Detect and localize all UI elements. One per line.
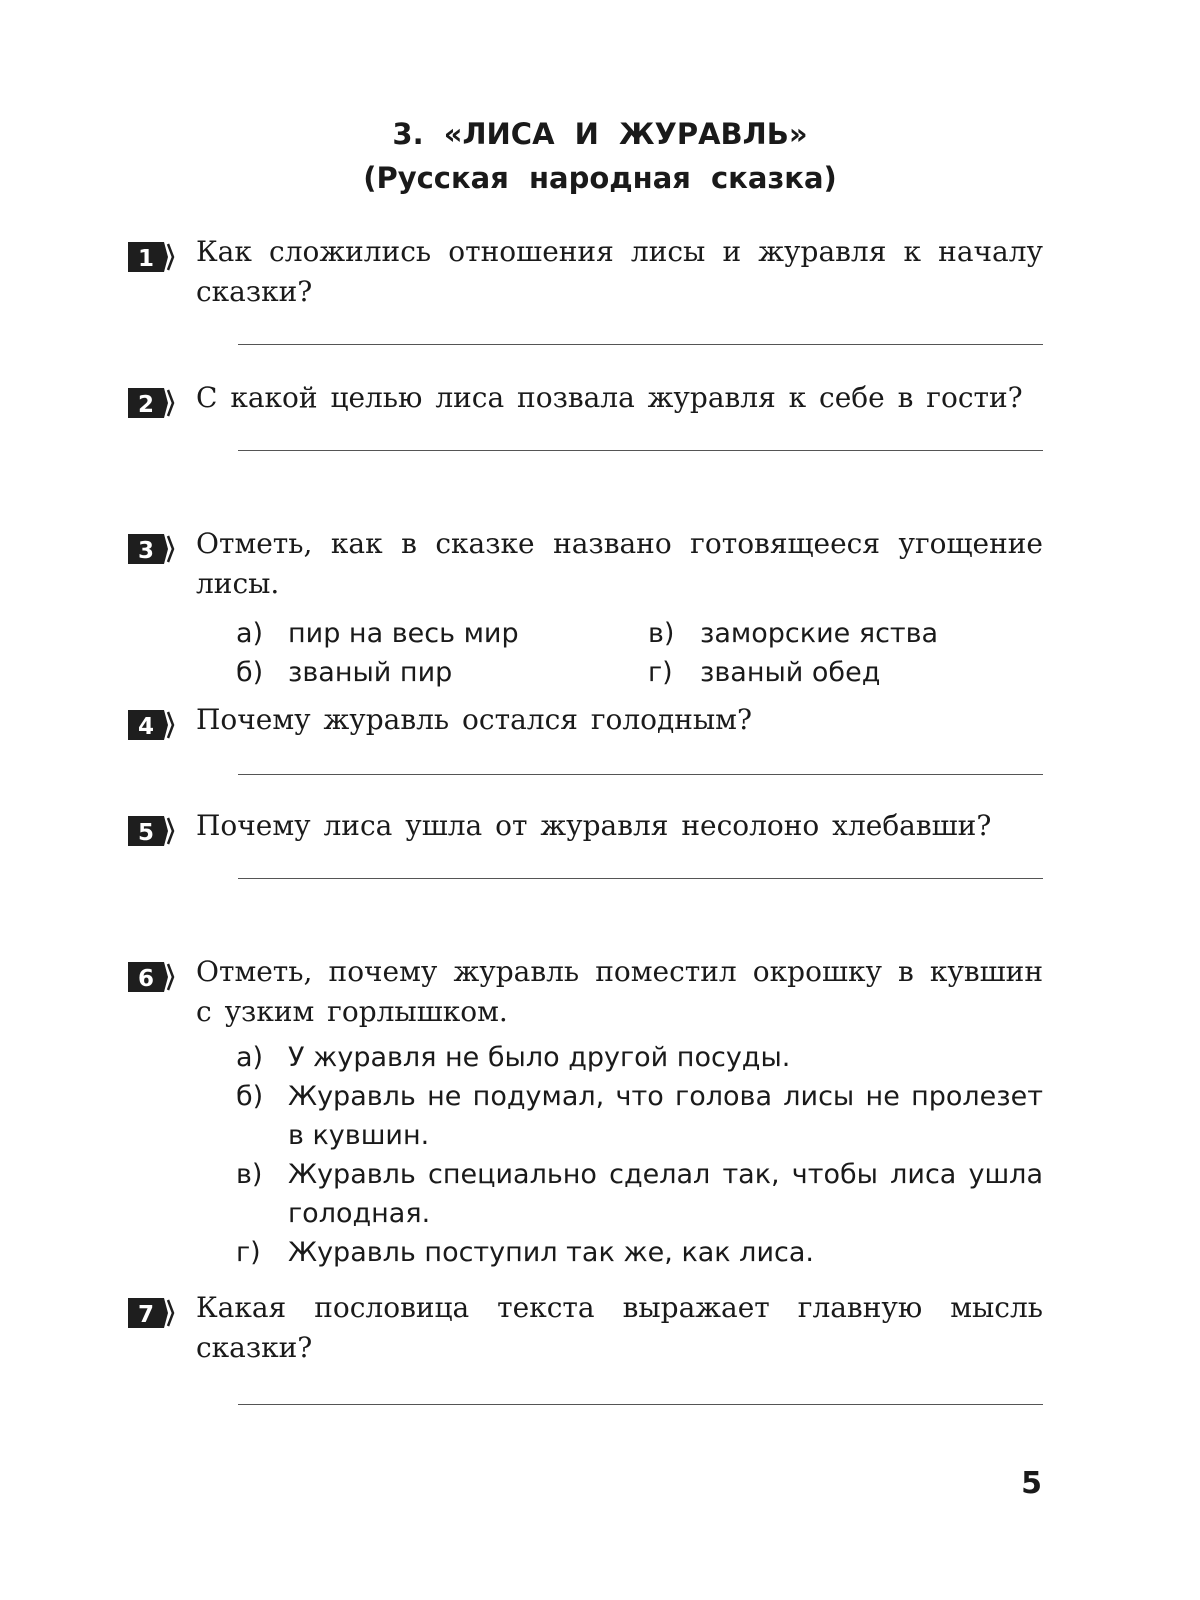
option-letter: в): [236, 1159, 263, 1190]
option-letter: б): [236, 657, 264, 688]
option-a[interactable]: [236, 614, 648, 653]
task-5: [128, 806, 1043, 879]
option-letter: в): [648, 618, 675, 649]
option-v[interactable]: [236, 1155, 1043, 1233]
task-question: Как сложились отношения лисы и журавля к началу сказки?: [196, 235, 1043, 308]
answer-line[interactable]: [238, 450, 1043, 451]
option-text: Журавль специально сделал так, чтобы лиса ушла голодная.: [288, 1159, 1043, 1229]
task-question: Почему журавль остался голодным?: [196, 703, 752, 736]
option-text: пир на весь мир: [288, 618, 519, 649]
task-6: [128, 952, 1043, 1272]
answer-line[interactable]: [238, 1404, 1043, 1405]
option-letter: г): [236, 1237, 261, 1268]
option-v[interactable]: [648, 614, 1028, 653]
task-question: Почему лиса ушла от журавля несолоно хлебавши?: [196, 809, 992, 842]
task-number-badge-icon: [128, 242, 176, 272]
page-number: 5: [1021, 1466, 1042, 1501]
task-number: 2: [137, 392, 155, 418]
task-number-badge-icon: [128, 710, 176, 740]
task-7: [128, 1288, 1043, 1405]
answer-options: [236, 1038, 1043, 1272]
story-title: 3. «ЛИСА И ЖУРАВЛЬ»: [392, 117, 808, 151]
option-text: званый обед: [700, 657, 881, 688]
task-4: [128, 700, 1043, 775]
task-number: 4: [137, 714, 155, 740]
task-question: Отметь, как в сказке названо готовящееся угощение лисы.: [196, 527, 1043, 600]
option-b[interactable]: [236, 1077, 1043, 1155]
task-number: 3: [137, 538, 155, 564]
page-title: [0, 112, 1200, 200]
option-letter: б): [236, 1081, 264, 1112]
option-g[interactable]: [648, 653, 1028, 692]
task-number-badge-icon: [128, 1298, 176, 1328]
task-number-badge-icon: [128, 816, 176, 846]
task-number: 5: [137, 820, 155, 846]
option-text: званый пир: [288, 657, 453, 688]
option-letter: а): [236, 618, 264, 649]
task-1: [128, 232, 1043, 345]
option-g[interactable]: [236, 1233, 1043, 1272]
task-question: С какой целью лиса позвала журавля к себе в гости?: [196, 381, 1023, 414]
option-text: Журавль поступил так же, как лиса.: [288, 1237, 814, 1268]
task-question: Какая пословица текста выражает главную мысль сказки?: [196, 1291, 1043, 1364]
task-number: 1: [137, 246, 155, 272]
option-letter: а): [236, 1042, 264, 1073]
task-3: [128, 524, 1043, 692]
option-letter: г): [648, 657, 673, 688]
task-number-badge-icon: [128, 534, 176, 564]
answer-options: [236, 614, 1043, 692]
task-number-badge-icon: [128, 962, 176, 992]
task-number: 6: [137, 966, 155, 992]
answer-line[interactable]: [238, 774, 1043, 775]
option-text: заморские яства: [700, 618, 939, 649]
answer-line[interactable]: [238, 878, 1043, 879]
option-b[interactable]: [236, 653, 648, 692]
option-text: Журавль не подумал, что голова лисы не пролезет в кувшин.: [288, 1081, 1043, 1151]
answer-line[interactable]: [238, 344, 1043, 345]
story-subtitle: (Русская народная сказка): [363, 161, 837, 195]
task-number-badge-icon: [128, 388, 176, 418]
task-number: 7: [137, 1302, 155, 1328]
option-a[interactable]: [236, 1038, 1043, 1077]
task-2: [128, 378, 1043, 451]
task-question: Отметь, почему журавль поместил окрошку в кувшин с узким горлышком.: [196, 955, 1043, 1028]
option-text: У журавля не было другой посуды.: [288, 1042, 791, 1073]
